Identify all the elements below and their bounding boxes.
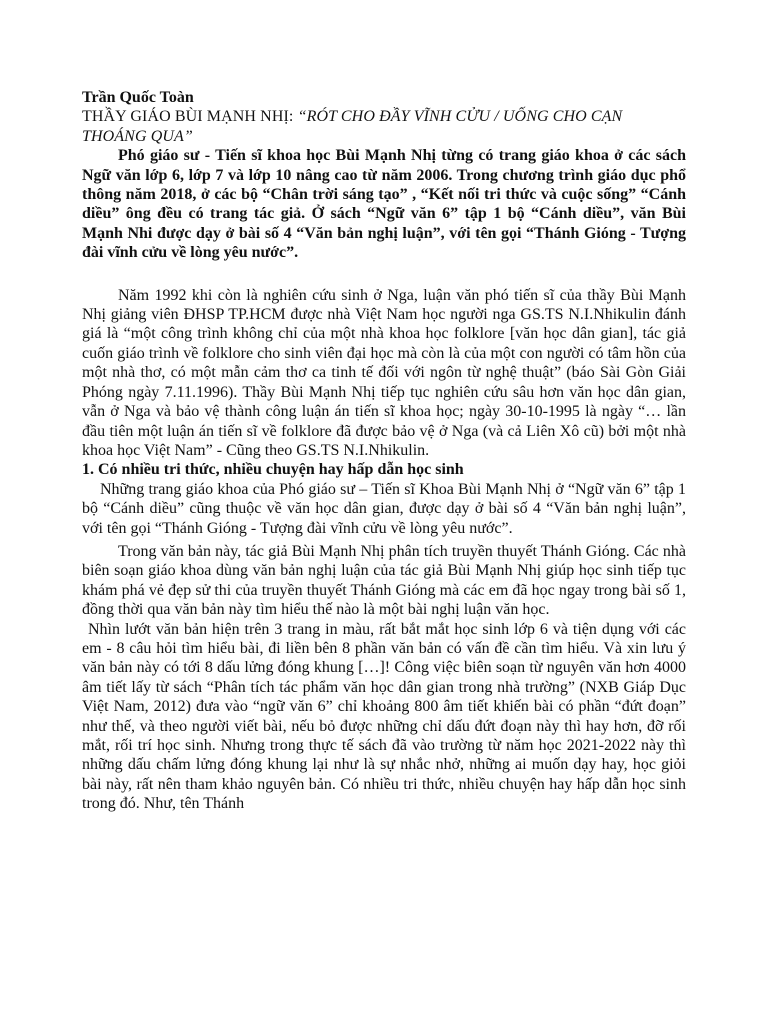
- title-quote: “RÓT CHO ĐẦY VĨNH CỬU / UỐNG CHO CẠN THOÁNG QUA”: [82, 108, 623, 145]
- body-paragraph-1: Năm 1992 khi còn là nghiên cứu sinh ở Nga, luận văn phó tiến sĩ của thầy Bùi Mạnh Nhị giảng viên ĐHSP TP.HCM được nhà Việt Nam học người nga GS.TS N.I.Nhikulin đánh giá là “một công trình không chỉ của một nhà khoa học folklore [văn học dân gian], tác giả cuốn giáo trình về folklore cho sinh viên đại học mà còn là của một con người có tâm hồn của một nhà thơ, có một mẫn cảm thơ ca tinh tế đối với ngôn từ nghệ thuật” (báo Sài Gòn Giải Phóng ngày 7.11.1996). Thầy Bùi Mạnh Nhị tiếp tục nghiên cứu sâu hơn văn học dân gian, vẫn ở Nga và bảo vệ thành công luận án tiến sĩ khoa học; ngày 30-10-1995 là ngày “… lần đầu tiên một luận án tiến sĩ về folklore đã được bảo vệ ở Nga (và cả Liên Xô cũ) bởi một nhà khoa học Việt Nam” - Cũng theo GS.TS N.I.Nhikulin.: [82, 286, 686, 459]
- body-paragraph-3: Trong văn bản này, tác giả Bùi Mạnh Nhị phân tích truyền thuyết Thánh Gióng. Các nhà biên soạn giáo khoa dùng văn bản nghị luận của tác giả Bùi Mạnh Nhị giúp học sinh tiếp tục khám phá vẻ đẹp sử thi của truyền thuyết Thánh Gióng mà các em đã học ngay trong bài số 1, đồng thời qua văn bản này tìm hiểu thế nào là một bài nghị luận văn học.: [82, 542, 686, 619]
- body-paragraph-2: Những trang giáo khoa của Phó giáo sư – Tiến sĩ Khoa Bùi Mạnh Nhị ở “Ngữ văn 6” tập 1 bộ “Cánh diều” cũng thuộc về văn học dân gian, được dạy ở bài số 4 “Văn bản nghị luận”, với tên gọi “Thánh Gióng - Tượng đài vĩnh cửu về lòng yêu nước”.: [82, 480, 686, 537]
- author-name: Trần Quốc Toàn: [82, 89, 194, 106]
- spacer: [82, 263, 686, 282]
- body-paragraph-4: Nhìn lướt văn bản hiện trên 3 trang in màu, rất bắt mắt học sinh lớp 6 và tiện dụng với các em - 8 câu hỏi tìm hiểu bài, đi liền bên 8 phần văn bản có vấn đề cần tìm hiểu. Và xin lưu ý văn bản này có tới 8 dấu lửng đóng khung […]! Công việc biên soạn từ nguyên văn hơn 4000 âm tiết lấy từ sách “Phân tích tác phẩm văn học dân gian trong nhà trường” (NXB Giáp Dục Việt Nam, 2012) đưa vào “ngữ văn 6” chỉ khoảng 800 âm tiết khiến bài có phần “đứt đoạn” như thế, và theo người viết bài, nếu bỏ được những chỉ dấu đứt đoạn này thì hay hơn, đỡ rối mắt, rối trí học sinh. Nhưng trong thực tế sách đã vào trường từ năm học 2021-2022 này thì những dấu chấm lửng đóng khung lại như là sự nhắc nhở, những ai muốn dạy hay, học giỏi bài này, rất nên tham khảo nguyên bản. Có nhiều tri thức, nhiều chuyện hay hấp dẫn học sinh trong đó. Như, tên Thánh: [82, 620, 686, 813]
- lead-paragraph: Phó giáo sư - Tiến sĩ khoa học Bùi Mạnh Nhị từng có trang giáo khoa ở các sách Ngữ văn lớp 6, lớp 7 và lớp 10 nâng cao từ năm 2006. Trong chương trình giáo dục phổ thông năm 2018, ở các bộ “Chân trời sáng tạo” , “Kết nối tri thức và cuộc sống” “Cánh diều” ông đều có trang tác giả. Ở sách “Ngữ văn 6” tập 1 bộ “Cánh diều”, văn Bùi Mạnh Nhi được dạy ở bài số 4 “Văn bản nghị luận”, với tên gọi “Thánh Gióng - Tượng đài vĩnh cửu về lòng yêu nước”.: [82, 147, 686, 262]
- title-prefix: THẦY GIÁO BÙI MẠNH NHỊ:: [82, 108, 298, 126]
- section-heading-1: 1. Có nhiều tri thức, nhiều chuyện hay hấp dẫn học sinh: [82, 461, 464, 479]
- article-title: [82, 107, 686, 146]
